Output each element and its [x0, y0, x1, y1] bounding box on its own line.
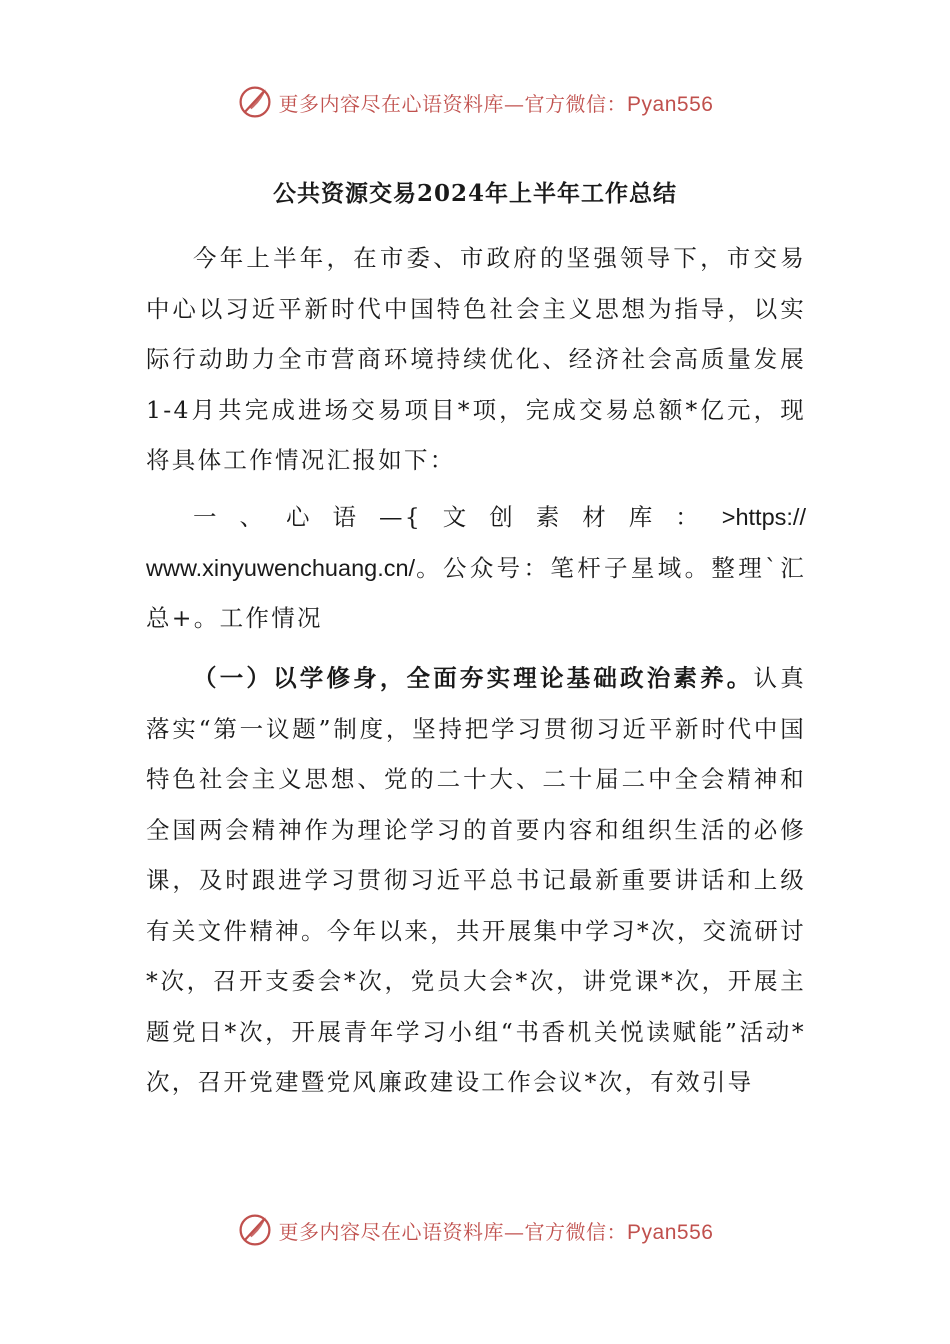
subsection-one-heading: （一）以学修身，全面夯实理论基础政治素养。	[193, 664, 754, 692]
watermark-text: 更多内容尽在心语资料库—官方微信：Pyan556	[278, 91, 714, 116]
section-one-line: 一、心语—{文创素材库：>https://	[193, 503, 806, 531]
subsection-one-body: 认真落实“第一议题”制度，坚持把学习贯彻习近平新时代中国特色社会主义思想、党的二十大、二十届二中全会精神和全国两会精神作为理论学习的首要内容和组织生活的必修课，及时跟进学习贯彻习近平总书记最新重要讲话和上级有关文件精神。今年以来，共开展集中学习*次，交流研讨*次，召开支委会*次，党员大会*次，讲党课*次，开展主题党日*次，开展青年学习小组“书香机关悦读赋能”活动*次，召开党建暨党风廉政建设工作会议*次，有效引导	[146, 664, 806, 1096]
section-one-heading	[146, 492, 806, 644]
document-title: 公共资源交易2024年上半年工作总结	[272, 180, 677, 207]
quill-logo-icon	[237, 1212, 273, 1248]
watermark-banner-bottom	[0, 1208, 950, 1252]
watermark-banner-top	[0, 80, 950, 124]
watermark-text: 更多内容尽在心语资料库—官方微信：Pyan556	[278, 1219, 714, 1244]
quill-logo-icon	[237, 84, 273, 120]
section-one-continuation: www.xinyuwenchuang.cn/。公众号：笔杆子星域。整理`汇总+。工作情况	[146, 553, 806, 632]
intro-paragraph: 今年上半年，在市委、市政府的坚强领导下，市交易中心以习近平新时代中国特色社会主义思想为指导，以实际行动助力全市营商环境持续优化、经济社会高质量发展1-4月共完成进场交易项目*项，完成交易总额*亿元，现将具体工作情况汇报如下：	[146, 244, 806, 474]
subsection-one-paragraph	[146, 653, 806, 1108]
